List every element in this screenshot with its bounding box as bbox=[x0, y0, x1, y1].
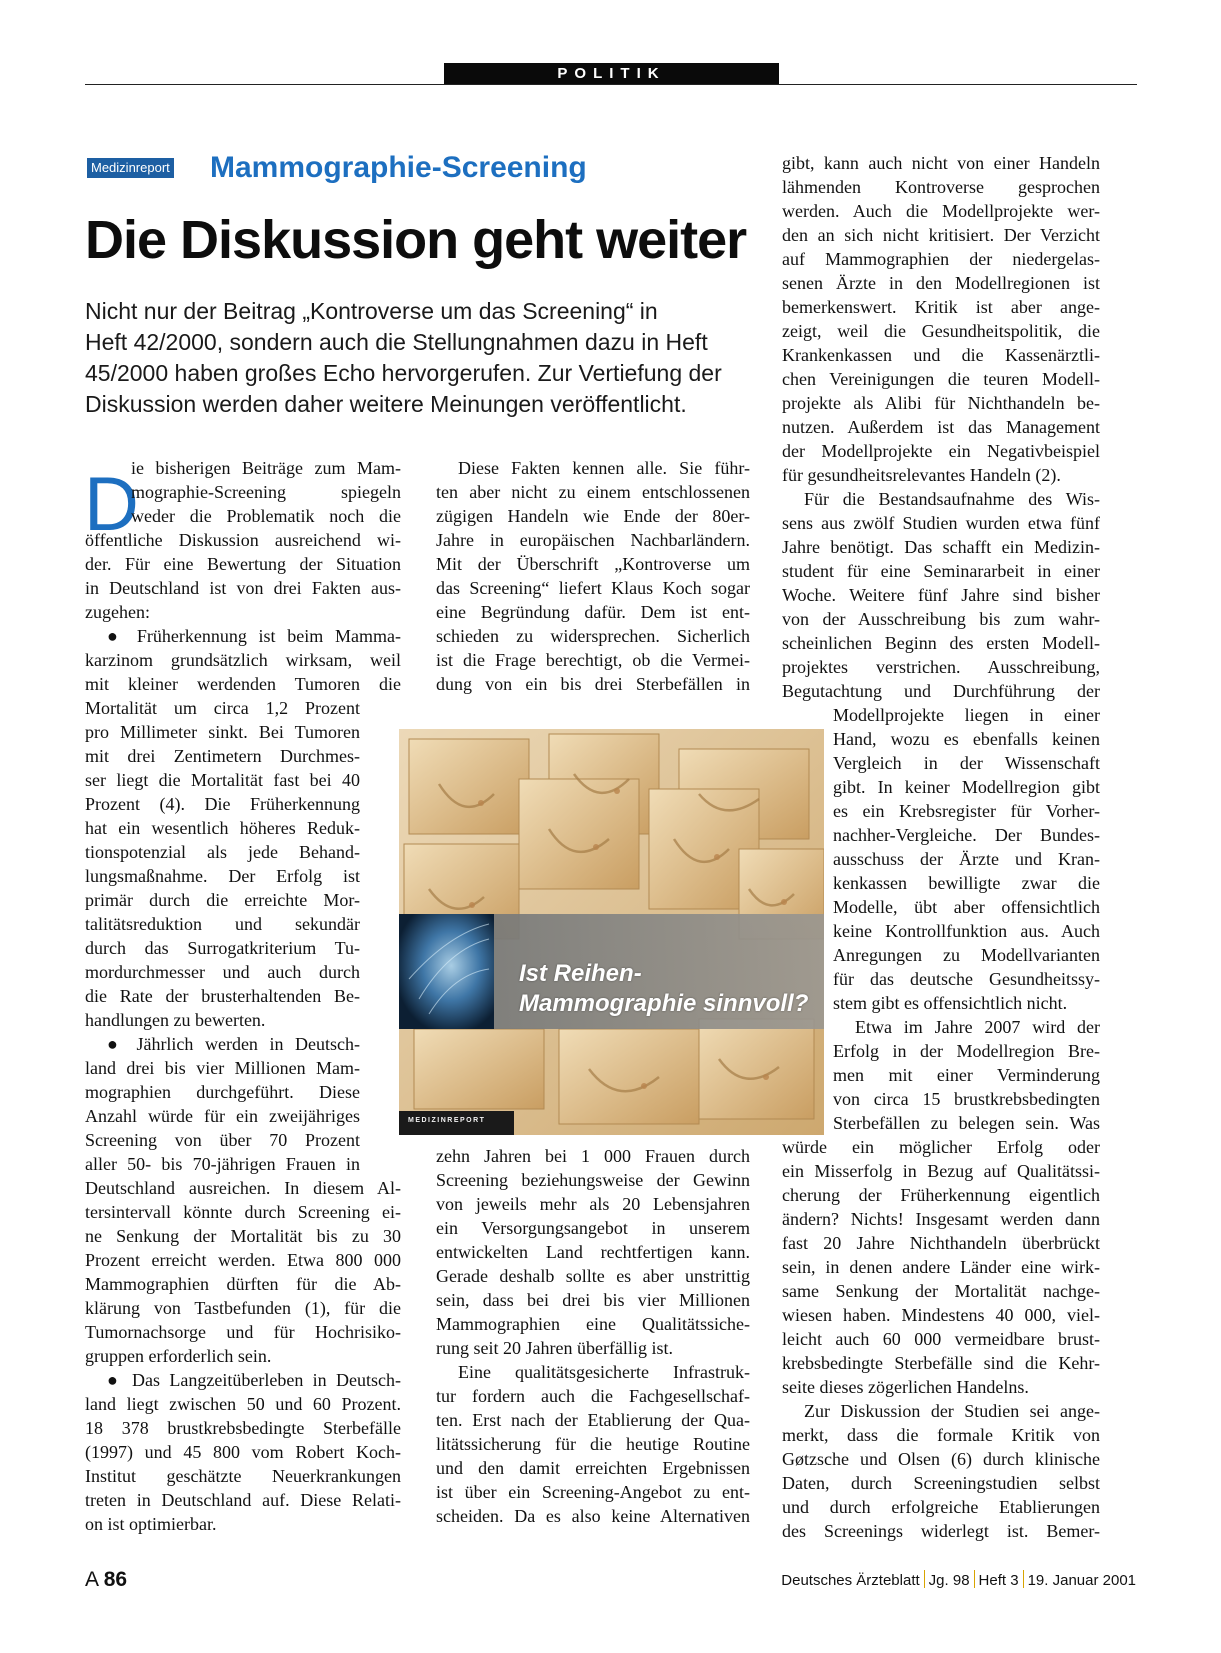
text-line: schieden zu widersprechen. Sicherlich bbox=[436, 626, 750, 646]
text-line: Deutschland ausreichen. In diesem Al- bbox=[85, 1178, 401, 1198]
text-line: leicht auch 60 000 vermeidbare brust- bbox=[782, 1329, 1100, 1349]
text-line: pro Millimeter sinkt. Bei Tumoren bbox=[85, 722, 360, 742]
figure-caption-line: Mammographie sinnvoll? bbox=[519, 990, 809, 1017]
text-line: die Rate der brusterhaltenden Be- bbox=[85, 986, 360, 1006]
text-line: Hand, wozu es ebenfalls keinen bbox=[833, 729, 1100, 749]
text-line: mordurchmesser und auch durch bbox=[85, 962, 360, 982]
text-line: gibt, kann auch nicht von einer Handeln bbox=[782, 153, 1100, 173]
text-line: same Senkung der Mortalität nachge- bbox=[782, 1281, 1100, 1301]
text-line: primär durch die erreichte Mor- bbox=[85, 890, 360, 910]
text-line: von der Ausschreibung bis zum wahr- bbox=[782, 609, 1100, 629]
text-line: Institut geschätzte Neuerkrankungen bbox=[85, 1466, 401, 1486]
text-line: Eine qualitätsgesicherte Infrastruk- bbox=[458, 1362, 750, 1382]
text-line: ten. Erst nach der Etablierung der Qua- bbox=[436, 1410, 750, 1430]
text-line: keine Kontrollfunktion aus. Auch bbox=[833, 921, 1100, 941]
text-line: tersintervall könnte durch Screening ei- bbox=[85, 1202, 401, 1222]
text-line: Gøtzsche und Olsen (6) durch klinische bbox=[782, 1449, 1100, 1469]
lead-paragraph bbox=[85, 296, 785, 420]
lead-line: 45/2000 haben großes Echo hervorgerufen. Zur Vertiefung der bbox=[85, 360, 722, 386]
text-line: nachher-Vergleiche. Der Bundes- bbox=[833, 825, 1100, 845]
text-line: projekte als Alibi für Nichthandeln be- bbox=[782, 393, 1100, 413]
text-line: 18 378 brustkrebsbedingte Sterbefälle bbox=[85, 1418, 401, 1438]
page-number bbox=[85, 1568, 127, 1592]
text-line: gibt. In keiner Modellregion gibt bbox=[833, 777, 1100, 797]
text-line: Zur Diskussion der Studien sei ange- bbox=[804, 1401, 1100, 1421]
text-line: durch das Surrogatkriterium Tu- bbox=[85, 938, 360, 958]
text-line: ● Das Langzeitüberleben in Deutsch- bbox=[107, 1370, 401, 1390]
text-line: und durch erfolgreiche Etablierungen bbox=[782, 1497, 1100, 1517]
article-subject: Mammographie-Screening bbox=[210, 151, 587, 184]
text-line: Etwa im Jahre 2007 wird der bbox=[855, 1017, 1100, 1037]
text-line: Anregungen zu Modellvarianten bbox=[833, 945, 1100, 965]
text-line: dung von ein bis drei Sterbefällen in bbox=[436, 674, 750, 694]
text-line: gruppen erforderlich sein. bbox=[85, 1346, 272, 1366]
text-line: den an sich nicht kritisiert. Der Verzicht bbox=[782, 225, 1100, 245]
text-line: karzinom grundsätzlich wirksam, weil bbox=[85, 650, 401, 670]
text-line: Diese Fakten kennen alle. Sie führ- bbox=[458, 458, 750, 478]
lead-line: Diskussion werden daher weitere Meinungen veröffentlicht. bbox=[85, 391, 687, 417]
text-line: öffentliche Diskussion ausreichend wi- bbox=[85, 530, 401, 550]
text-line: ein Misserfolg in Bezug auf Qualitätssi- bbox=[782, 1161, 1100, 1181]
article-figure bbox=[399, 729, 824, 1135]
text-line: mit drei Zentimetern Durchmes- bbox=[85, 746, 360, 766]
text-line: krebsbedingte Sterbefälle sind die Kehr- bbox=[782, 1353, 1100, 1373]
text-line: zeigt, weil die Gesundheitspolitik, die bbox=[782, 321, 1100, 341]
text-line: Sterbefällen zu belegen sein. Was bbox=[833, 1113, 1100, 1133]
text-line: es ein Krebsregister für Vorher- bbox=[833, 801, 1100, 821]
text-line: und den damit erreichten Ergebnissen bbox=[436, 1458, 750, 1478]
text-line: kenkassen bewilligte zwar die bbox=[833, 873, 1100, 893]
figure-illustration bbox=[399, 729, 824, 1135]
text-line: tionspotenzial als jede Behand- bbox=[85, 842, 360, 862]
text-line: sein, in denen andere Länder eine wirk- bbox=[782, 1257, 1100, 1277]
section-label: POLITIK bbox=[444, 63, 779, 84]
text-line: ausschuss der Ärzte und Kran- bbox=[833, 849, 1100, 869]
text-line: hat ein wesentlich höheres Reduk- bbox=[85, 818, 360, 838]
text-line: Mammographien eine Qualitätssiche- bbox=[436, 1314, 750, 1334]
text-line: ist die Frage berechtigt, ob die Vermei- bbox=[436, 650, 750, 670]
header-rule bbox=[85, 84, 1137, 85]
text-line: bemerkenswert. Kritik ist aber ange- bbox=[782, 297, 1100, 317]
text-line: würde ein möglicher Erfolg oder bbox=[782, 1137, 1100, 1157]
figure-caption bbox=[519, 959, 819, 1019]
text-line: seite dieses zögerlichen Handelns. bbox=[782, 1377, 1029, 1397]
text-line: Prozent (4). Die Früherkennung bbox=[85, 794, 360, 814]
text-line: zugehen: bbox=[85, 602, 150, 622]
column-3 bbox=[782, 151, 1100, 1543]
text-line: lähmenden Kontroverse gesprochen bbox=[782, 177, 1100, 197]
text-line: student für eine Seminararbeit in einer bbox=[782, 561, 1100, 581]
text-line: projektes verstrichen. Ausschreibung, bbox=[782, 657, 1100, 677]
headline: Die Diskussion geht weiter bbox=[85, 210, 747, 270]
text-line: Mit der Überschrift „Kontroverse um bbox=[436, 554, 750, 574]
journal-issue: Heft 3 bbox=[978, 1572, 1019, 1589]
footer-separator bbox=[974, 1570, 975, 1588]
text-line: werden. Auch die Modellprojekte wer- bbox=[782, 201, 1100, 221]
text-line: tur fordern auch die Fachgesellschaf- bbox=[436, 1386, 750, 1406]
text-line: von circa 15 brustkrebsbedingten bbox=[833, 1089, 1100, 1109]
text-line: men mit einer Verminderung bbox=[833, 1065, 1100, 1085]
text-line: (1997) und 45 800 vom Robert Koch- bbox=[85, 1442, 401, 1462]
text-line: auf Mammographien der niedergelas- bbox=[782, 249, 1100, 269]
text-line: fast 20 Jahre Nichthandeln überbrückt bbox=[782, 1233, 1100, 1253]
text-line: mographien durchgeführt. Diese bbox=[85, 1082, 360, 1102]
text-line: Gerade deshalb sollte es aber unstrittig bbox=[436, 1266, 750, 1286]
text-line: Screening beziehungsweise der Gewinn bbox=[436, 1170, 750, 1190]
text-line: Erfolg in der Modellregion Bre- bbox=[833, 1041, 1100, 1061]
lead-line: Heft 42/2000, sondern auch die Stellungnahmen dazu in Heft bbox=[85, 329, 708, 355]
text-line: Anzahl würde für ein zweijähriges bbox=[85, 1106, 360, 1126]
text-line: mographie-Screening spiegeln bbox=[131, 482, 401, 502]
text-line: zügigen Handeln wie Ende der 80er- bbox=[436, 506, 750, 526]
text-line: Daten, durch Screeningstudien selbst bbox=[782, 1473, 1100, 1493]
journal-name: Deutsches Ärzteblatt bbox=[781, 1572, 920, 1589]
journal-volume: Jg. 98 bbox=[928, 1572, 970, 1589]
text-line: Für die Bestandsaufnahme des Wis- bbox=[804, 489, 1100, 509]
text-line: eine Begründung dafür. Dem ist ent- bbox=[436, 602, 750, 622]
lead-line: Nicht nur der Beitrag „Kontroverse um das Screening“ in bbox=[85, 298, 658, 324]
text-line: merkt, dass die formale Kritik von bbox=[782, 1425, 1100, 1445]
text-line: rung seit 20 Jahren überfällig ist. bbox=[436, 1338, 673, 1358]
text-line: ● Jährlich werden in Deutsch- bbox=[107, 1034, 360, 1054]
text-line: scheiden. Da es also keine Alternativen bbox=[436, 1506, 750, 1526]
footer-separator bbox=[924, 1570, 925, 1588]
text-line: entwickelten Land rechtfertigen kann. bbox=[436, 1242, 750, 1262]
footer-citation bbox=[781, 1570, 1136, 1589]
text-line: ● Früherkennung ist beim Mamma- bbox=[107, 626, 401, 646]
text-line: weder die Problematik noch die bbox=[131, 506, 401, 526]
footer-separator bbox=[1023, 1570, 1024, 1588]
text-line: Jahre in europäischen Nachbarländern. bbox=[436, 530, 750, 550]
text-line: Modelle, übt aber offensichtlich bbox=[833, 897, 1100, 917]
text-line: senen Ärzte in den Modellregionen ist bbox=[782, 273, 1100, 293]
dropcap: D bbox=[84, 462, 139, 547]
text-line: Prozent erreicht werden. Etwa 800 000 bbox=[85, 1250, 401, 1270]
text-line: zehn Jahren bei 1 000 Frauen durch bbox=[436, 1146, 750, 1166]
journal-date: 19. Januar 2001 bbox=[1027, 1572, 1136, 1589]
text-line: aller 50- bis 70-jährigen Frauen in bbox=[85, 1154, 360, 1174]
text-line: ser liegt die Mortalität fast bei 40 bbox=[85, 770, 360, 790]
text-line: stem gibt es offensichtlich nicht. bbox=[833, 993, 1068, 1013]
text-line: lungsmaßnahme. Der Erfolg ist bbox=[85, 866, 360, 886]
text-line: handlungen zu bewerten. bbox=[85, 1010, 266, 1030]
text-line: Mammographien dürften für die Ab- bbox=[85, 1274, 401, 1294]
text-line: land drei bis vier Millionen Mam- bbox=[85, 1058, 360, 1078]
text-line: mit kleiner werdenden Tumoren die bbox=[85, 674, 401, 694]
page-number-value: 86 bbox=[103, 1568, 128, 1591]
text-line: Jahre benötigt. Das schafft ein Medizin- bbox=[782, 537, 1100, 557]
text-line: ne Senkung der Mortalität bis zu 30 bbox=[85, 1226, 401, 1246]
text-line: on ist optimierbar. bbox=[85, 1514, 217, 1534]
text-line: nutzen. Außerdem ist das Management bbox=[782, 417, 1100, 437]
text-line: ie bisherigen Beiträge zum Mam- bbox=[131, 458, 401, 478]
text-line: Mortalität um circa 1,2 Prozent bbox=[85, 698, 360, 718]
column-2-top bbox=[436, 456, 750, 696]
text-line: ist über ein Screening-Angebot zu ent- bbox=[436, 1482, 750, 1502]
text-line: Screening von über 70 Prozent bbox=[85, 1130, 360, 1150]
kicker-badge: Medizinreport bbox=[87, 158, 174, 178]
text-line: der Modellprojekte ein Negativbeispiel bbox=[782, 441, 1100, 461]
text-line: Tumornachsorge und für Hochrisiko- bbox=[85, 1322, 401, 1342]
text-line: Begutachtung und Durchführung der bbox=[782, 681, 1100, 701]
text-line: das Screening“ liefert Klaus Koch sogar bbox=[436, 578, 750, 598]
text-line: ein Versorgungsangebot in unserem bbox=[436, 1218, 750, 1238]
text-line: von jeweils mehr als 20 Lebensjahren bbox=[436, 1194, 750, 1214]
page-prefix: A bbox=[85, 1568, 98, 1591]
text-line: cherung der Früherkennung eigentlich bbox=[782, 1185, 1100, 1205]
text-line: des Screenings widerlegt ist. Bemer- bbox=[782, 1521, 1100, 1541]
text-line: land liegt zwischen 50 und 60 Prozent. bbox=[85, 1394, 401, 1414]
text-line: Woche. Weitere fünf Jahre sind bisher bbox=[782, 585, 1100, 605]
figure-caption-line: Ist Reihen- bbox=[519, 960, 642, 987]
column-2-bottom bbox=[436, 1144, 750, 1528]
text-line: der. Für eine Bewertung der Situation bbox=[85, 554, 401, 574]
text-line: sein, dass bei drei bis vier Millionen bbox=[436, 1290, 750, 1310]
text-line: sens aus zwölf Studien wurden etwa fünf bbox=[782, 513, 1100, 533]
text-line: ändern? Nichts! Insgesamt werden dann bbox=[782, 1209, 1100, 1229]
text-line: ten aber nicht zu einem entschlossenen bbox=[436, 482, 750, 502]
text-line: treten in Deutschland auf. Diese Relati- bbox=[85, 1490, 401, 1510]
text-line: klärung von Tastbefunden (1), für die bbox=[85, 1298, 401, 1318]
text-line: talitätsreduktion und sekundär bbox=[85, 914, 360, 934]
text-line: in Deutschland ist von drei Fakten aus- bbox=[85, 578, 401, 598]
text-line: litätssicherung für die heutige Routine bbox=[436, 1434, 750, 1454]
text-line: wiesen haben. Mindestens 40 000, viel- bbox=[782, 1305, 1100, 1325]
text-line: für gesundheitsrelevantes Handeln (2). bbox=[782, 465, 1061, 485]
text-line: scheinlichen Beginn des ersten Modell- bbox=[782, 633, 1100, 653]
text-line: Vergleich in der Wissenschaft bbox=[833, 753, 1100, 773]
text-line: für das deutsche Gesundheitssy- bbox=[833, 969, 1100, 989]
text-line: Krankenkassen und die Kassenärztli- bbox=[782, 345, 1100, 365]
column-1 bbox=[85, 456, 401, 1536]
text-line: chen Vereinigungen die teuren Modell- bbox=[782, 369, 1100, 389]
figure-tag: MEDIZINREPORT bbox=[408, 1117, 486, 1124]
text-line: Modellprojekte liegen in einer bbox=[833, 705, 1100, 725]
